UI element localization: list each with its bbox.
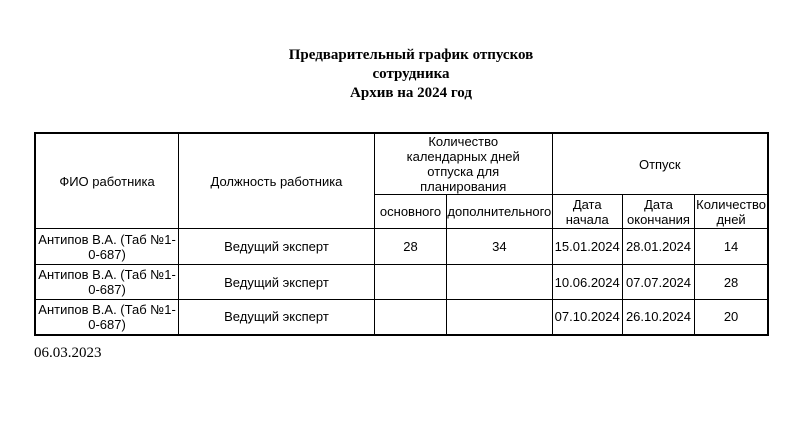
cell-start: 07.10.2024 <box>552 300 622 335</box>
vacation-schedule-table <box>34 132 769 336</box>
header-main: основного <box>374 195 446 229</box>
title-line-3: Архив на 2024 год <box>350 85 472 101</box>
cell-start: 10.06.2024 <box>552 265 622 300</box>
cell-fio: Антипов В.А. (Таб №1-0-687) <box>35 300 179 335</box>
title-line-1: Предварительный график отпусков <box>288 47 534 63</box>
document-title <box>0 46 800 103</box>
title-line-2: сотрудника <box>372 66 450 82</box>
cell-main <box>374 265 446 300</box>
cell-position: Ведущий эксперт <box>179 229 375 265</box>
header-count: Количество дней <box>695 195 768 229</box>
cell-fio: Антипов В.А. (Таб №1-0-687) <box>35 229 179 265</box>
cell-count: 14 <box>695 229 768 265</box>
cell-end: 28.01.2024 <box>622 229 694 265</box>
header-end: Дата окончания <box>622 195 694 229</box>
cell-start: 15.01.2024 <box>552 229 622 265</box>
header-vacation-group: Отпуск <box>552 133 768 195</box>
cell-position: Ведущий эксперт <box>179 265 375 300</box>
header-row-1 <box>35 133 768 195</box>
header-position: Должность работника <box>179 133 375 229</box>
table-row <box>35 300 768 335</box>
document-date: 06.03.2023 <box>34 345 102 361</box>
header-start: Дата начала <box>552 195 622 229</box>
cell-position: Ведущий эксперт <box>179 300 375 335</box>
cell-fio: Антипов В.А. (Таб №1-0-687) <box>35 265 179 300</box>
cell-count: 20 <box>695 300 768 335</box>
table-row <box>35 265 768 300</box>
header-fio: ФИО работника <box>35 133 179 229</box>
cell-main: 28 <box>374 229 446 265</box>
table-row <box>35 229 768 265</box>
cell-end: 26.10.2024 <box>622 300 694 335</box>
cell-additional: 34 <box>447 229 552 265</box>
cell-main <box>374 300 446 335</box>
cell-end: 07.07.2024 <box>622 265 694 300</box>
cell-additional <box>447 300 552 335</box>
header-additional: дополнительного <box>447 195 552 229</box>
cell-count: 28 <box>695 265 768 300</box>
header-days-group: Количество календарных дней отпуска для планирования <box>374 133 552 195</box>
cell-additional <box>447 265 552 300</box>
